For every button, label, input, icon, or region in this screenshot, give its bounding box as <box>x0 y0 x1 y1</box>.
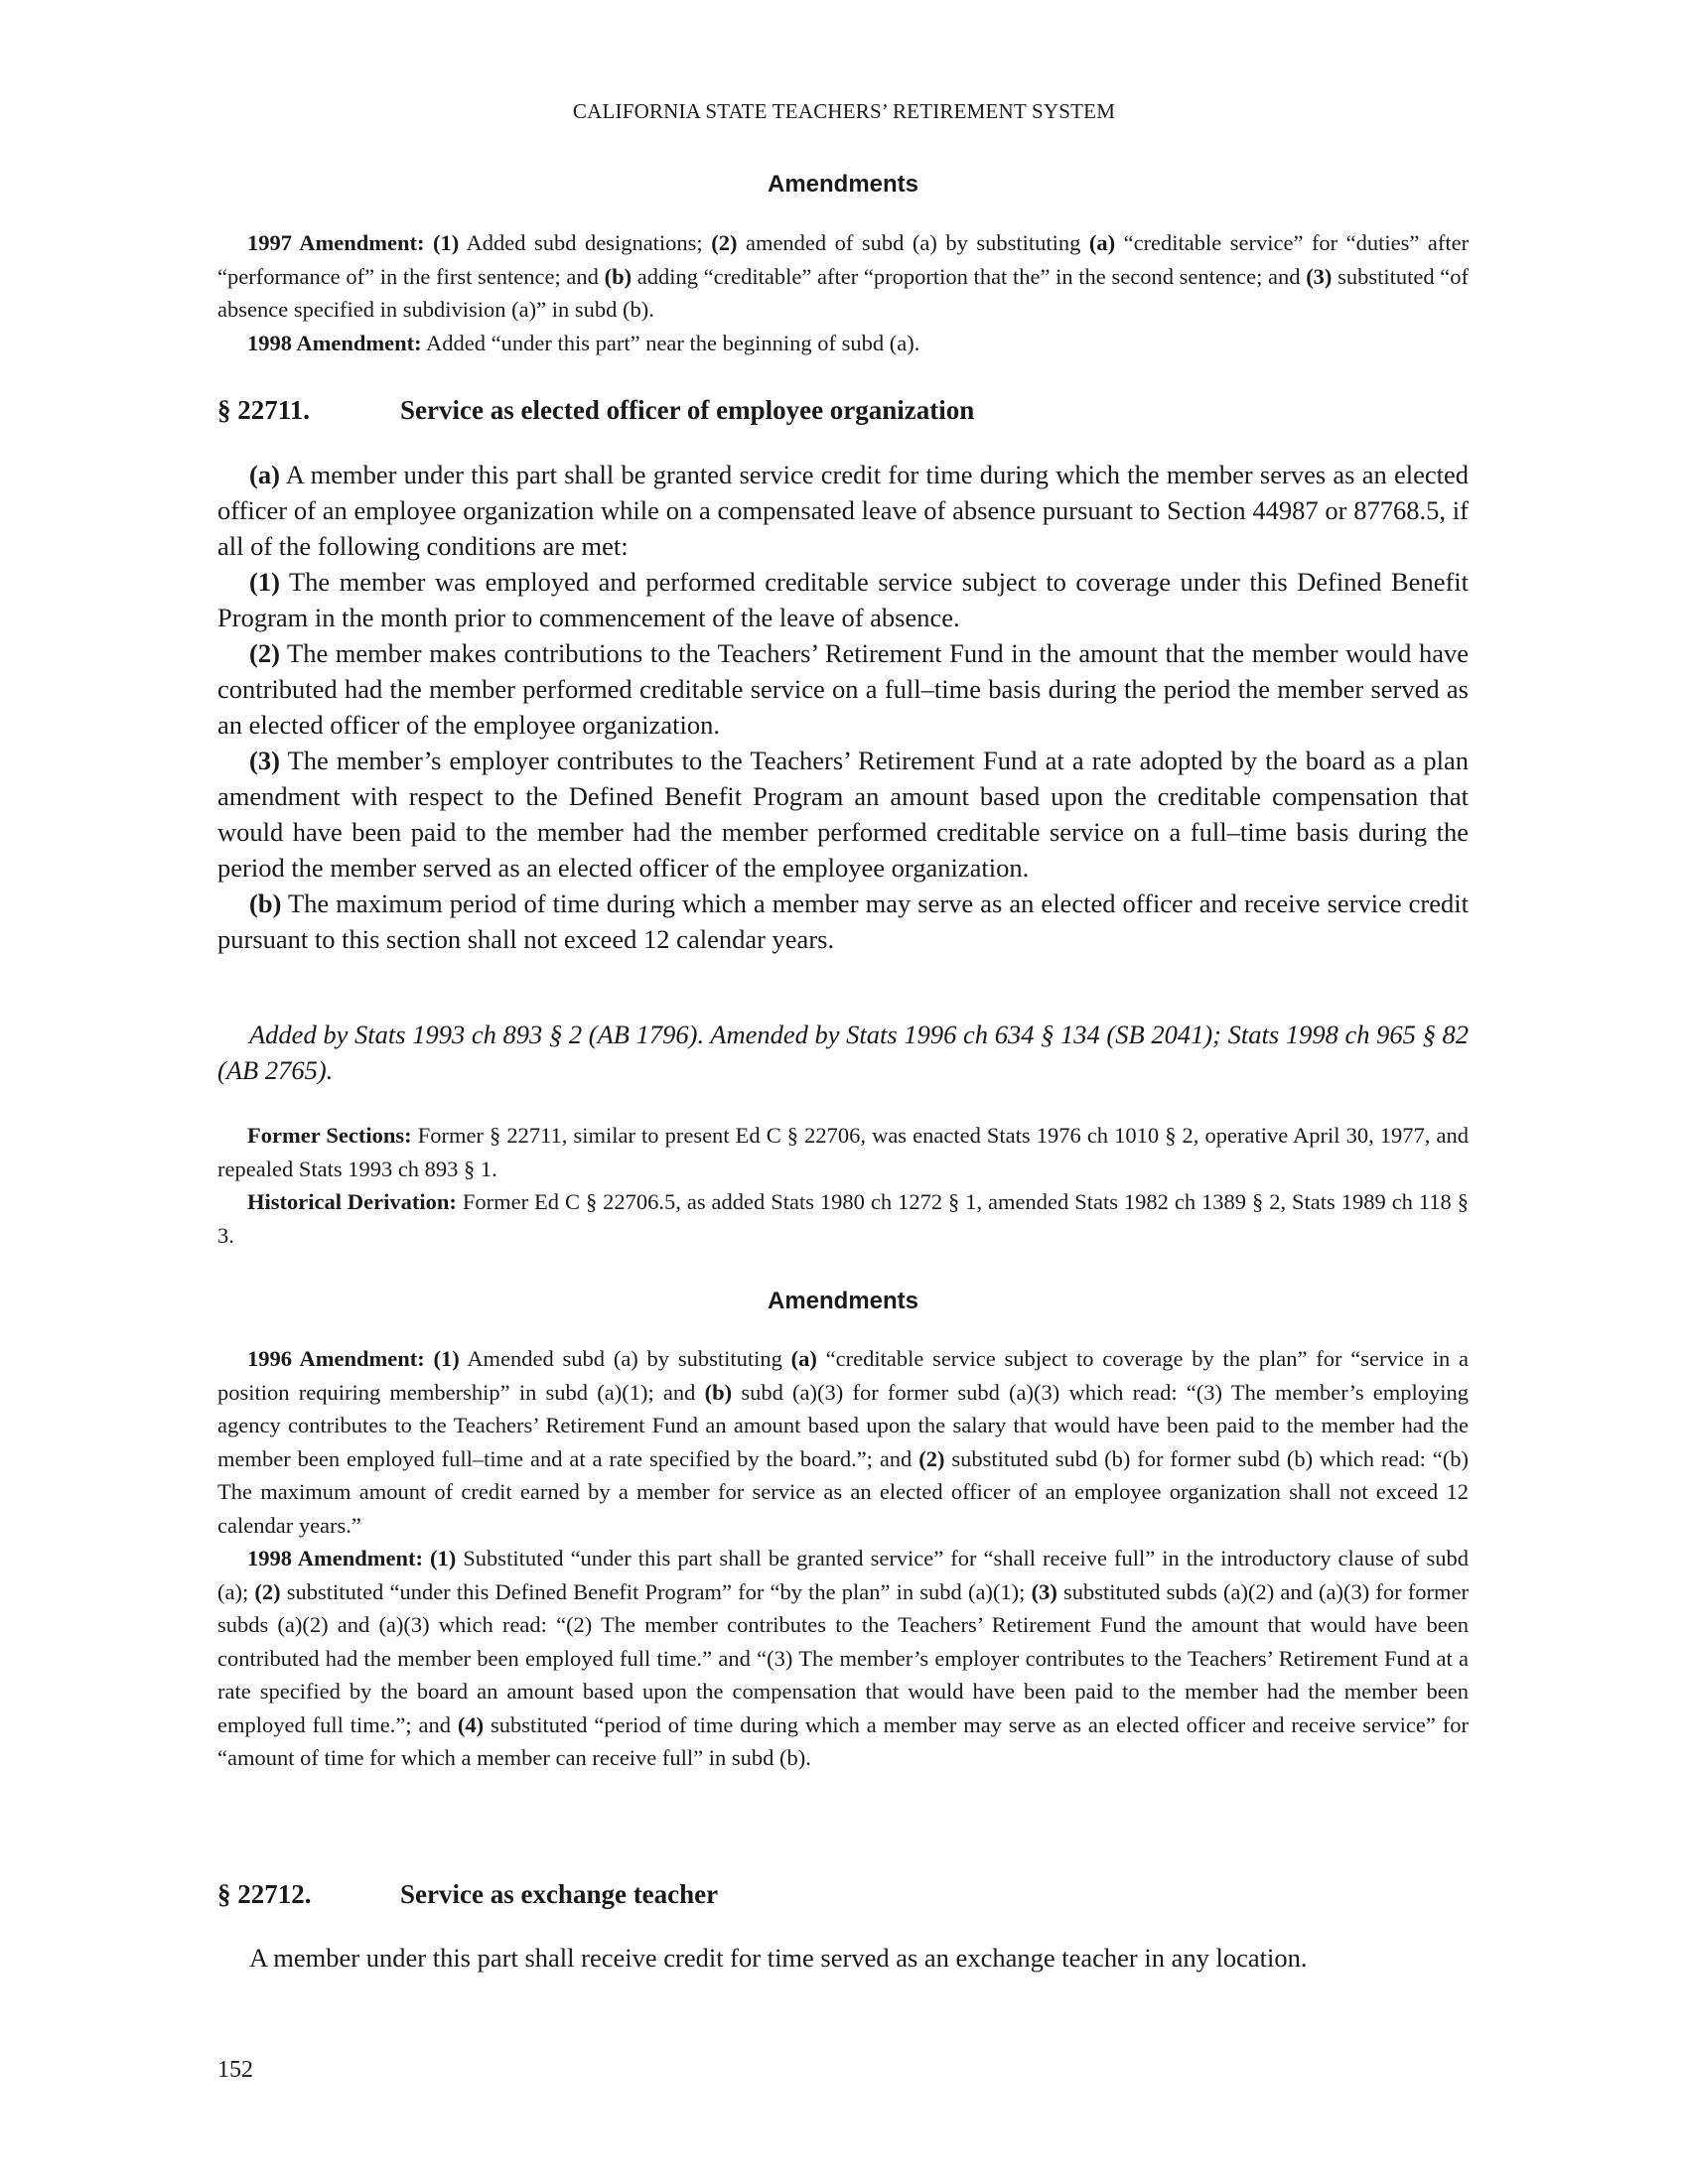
former-sections: Former Sections: Former § 22711, similar to present Ed C § 22706, was enacted Stats 1976 ch 1010 § 2, operative April 30, 1977, and repealed Stats 1993 ch 893 § 1. <box>217 1123 1469 1181</box>
section-22712-body: A member under this part shall receive credit for time served as an exchange teacher in any location. <box>249 1943 1308 1973</box>
subdivision-b: (b) The maximum period of time during which a member may serve as an elected officer and receive service credit pursuant to this section shall not exceed 12 calendar years. <box>217 888 1469 954</box>
page-number: 152 <box>217 2057 253 2083</box>
section-number: § 22712. <box>217 1879 312 1909</box>
section-22712-heading <box>217 1879 1469 1910</box>
section-notes <box>217 1119 1469 1252</box>
section-title: Service as elected officer of employee organization <box>400 395 975 425</box>
legislative-history: Added by Stats 1993 ch 893 § 2 (AB 1796). Amended by Stats 1996 ch 634 § 134 (SB 2041); Stats 1998 ch 965 § 82 (AB 2765). <box>217 1020 1469 1085</box>
historical-derivation: Historical Derivation: Former Ed C § 22706.5, as added Stats 1980 ch 1272 § 1, amended Stats 1982 ch 1389 § 2, Stats 1989 ch 118 § 3. <box>217 1189 1469 1248</box>
amendment-1996: 1996 Amendment: (1) Amended subd (a) by substituting (a) “creditable service subject to coverage by the plan” for “service in a position requiring membership” in subd (a)(1); and (b) subd (a)(3) for former subd (a)(3) which read: “(3) The member’s employing agency contributes to the Teachers’ Retirement Fund an amount based upon the salary that would have been paid to the member had the member been employed full–time and at a rate specified by the board.”; and (2) substituted subd (b) for former subd (b) which read: “(b) The maximum amount of credit earned by a member for service as an elected officer of an employee organization shall not exceed 12 calendar years.” <box>217 1346 1470 1538</box>
section-title: Service as exchange teacher <box>400 1879 719 1909</box>
condition-3: (3) The member’s employer contributes to the Teachers’ Retirement Fund at a rate adopted by the board as a plan amendment with respect to the Defined Benefit Program an amount based upon the creditable compensation that would have been paid to the member had the member performed creditable service on a full–time basis during the period the member served as an elected officer of the employee organization. <box>217 746 1469 883</box>
amendments-notes <box>217 1342 1469 1775</box>
section-22711-body <box>217 457 1469 957</box>
condition-2: (2) The member makes contributions to the Teachers’ Retirement Fund in the amount that the member would have contributed had the member performed creditable service on a full–time basis during the period the member served as an elected officer of the employee organization. <box>217 638 1469 740</box>
amendments-heading: Amendments <box>767 1288 919 1314</box>
amendment-1997: 1997 Amendment: (1) Added subd designations; (2) amended of subd (a) by substituting (a) “creditable service” for “duties” after “performance of” in the first sentence; and (b) adding “creditable” after “proportion that the” in the second sentence; and (3) substituted “of absence specified in subdivision (a)” in subd (b). <box>217 230 1470 322</box>
amendments-heading: Amendments <box>767 171 919 198</box>
section-number: § 22711. <box>217 395 311 425</box>
subdivision-a: (a) A member under this part shall be granted service credit for time during which the member serves as an elected officer of an employee organization while on a compensated leave of absence pursuant to Section 44987 or 87768.5, if all of the following conditions are met: <box>217 460 1469 561</box>
running-head: CALIFORNIA STATE TEACHERS’ RETIREMENT SYSTEM <box>572 99 1116 123</box>
amendments-notes <box>217 226 1469 359</box>
amendment-1998: 1998 Amendment: Added “under this part” near the beginning of subd (a). <box>247 330 920 355</box>
section-22711-heading <box>217 395 1469 426</box>
amendment-1998: 1998 Amendment: (1) Substituted “under this part shall be granted service” for “shall receive full” in the introductory clause of subd (a); (2) substituted “under this Defined Benefit Program” for “by the plan” in subd (a)(1); (3) substituted subds (a)(2) and (a)(3) for former subds (a)(2) and (a)(3) which read: “(2) The member contributes to the Teachers’ Retirement Fund the amount that would have been contributed had the member been employed full time.” and “(3) The member’s employer contributes to the Teachers’ Retirement Fund at a rate specified by the board an amount based upon the compensation that would have been paid to the member had the member been employed full time.”; and (4) substituted “period of time during which a member may serve as an elected officer and receive service” for “amount of time for which a member can receive full” in subd (b). <box>217 1546 1470 1770</box>
condition-1: (1) The member was employed and performed creditable service subject to coverage under this Defined Benefit Program in the month prior to commencement of the leave of absence. <box>217 567 1470 632</box>
